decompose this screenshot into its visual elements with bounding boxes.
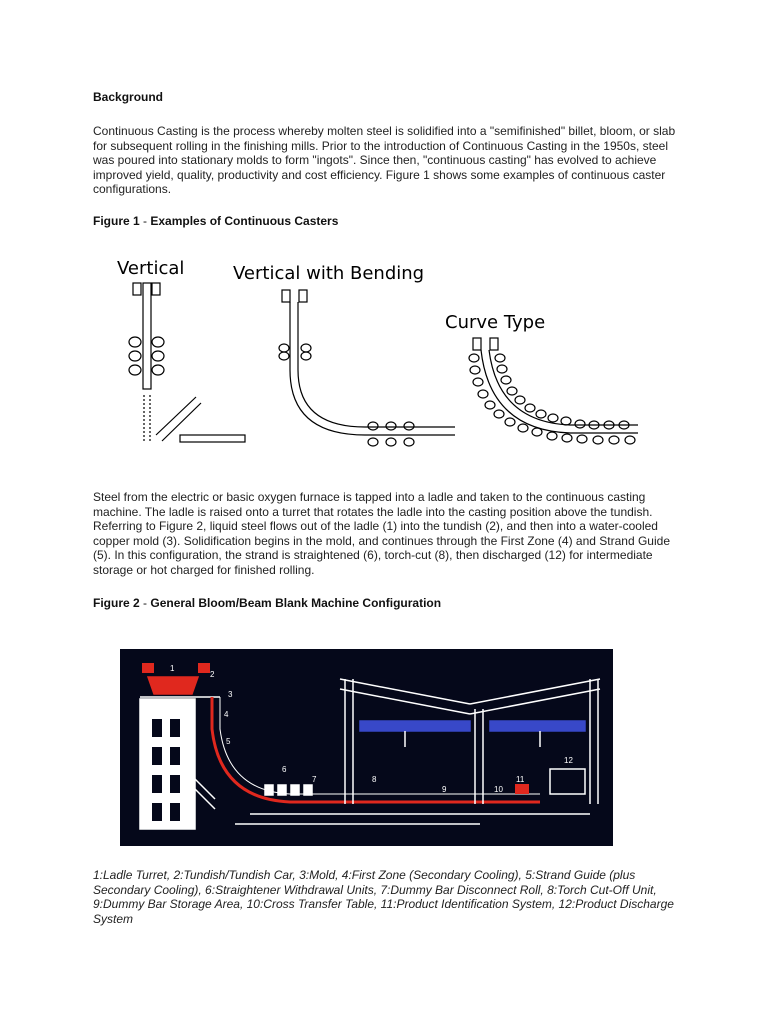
vertical-caster	[129, 283, 245, 442]
figure2-caption: 1:Ladle Turret, 2:Tundish/Tundish Car, 3:Mold, 4:First Zone (Secondary Cooling), 5:Strand Guide (plus Secondary Cooling), 6:Straightener Withdrawal Units, 7:Dummy Bar Disconnect Roll, 8:Torch Cut-Off Unit, 9:Dummy Bar Storage Area, 10:Cross Transfer Table, 11:Product Identification System, 12:Product Discharge System	[93, 868, 674, 926]
figure2-title-text: General Bloom/Beam Blank Machine Configuration	[150, 596, 442, 610]
figure1-title-dash: -	[139, 214, 151, 228]
fig2-number: 12	[564, 756, 573, 765]
fig2-number: 9	[442, 785, 447, 794]
fig2-number: 7	[312, 775, 317, 784]
label-vertical-bending: Vertical with Bending	[233, 263, 425, 284]
process-paragraph: Steel from the electric or basic oxygen furnace is tapped into a ladle and taken to the continuous casting machine. The ladle is raised onto a turret that rotates the ladle into the casting position above the tundish. Referring to Figure 2, liquid steel flows out of the ladle (1) into the tundish (2), and then into a water-cooled copper mold (3). Solidification begins in the mold, and continues through the First Zone (4) and Strand Guide (5). In this configuration, the strand is straightened (6), torch-cut (8), then discharged (12) for intermediate storage or hot charged for finished rolling.	[93, 490, 670, 577]
fig2-number: 5	[226, 737, 231, 746]
label-curve-type: Curve Type	[445, 312, 546, 333]
curve-type-caster	[469, 338, 638, 444]
figure2-diagram	[120, 649, 613, 846]
fig2-number: 6	[282, 765, 287, 774]
fig2-number: 3	[228, 690, 233, 699]
fig2-number: 10	[494, 785, 503, 794]
vertical-bending-caster	[279, 290, 455, 446]
fig2-number: 2	[210, 670, 215, 679]
figure2-title-dash: -	[139, 596, 151, 610]
background-heading: Background	[93, 90, 164, 104]
figure1-title-number: Figure 1	[93, 214, 140, 228]
fig2-number: 11	[516, 775, 525, 784]
figure1-diagram	[100, 250, 660, 460]
figure2-title-number: Figure 2	[93, 596, 140, 610]
figure1-title	[93, 214, 338, 228]
fig2-number: 8	[372, 775, 377, 784]
figure1-title-text: Examples of Continuous Casters	[150, 214, 339, 228]
label-vertical: Vertical	[117, 258, 185, 279]
figure2-title	[93, 596, 441, 610]
fig2-number: 4	[224, 710, 229, 719]
background-paragraph: Continuous Casting is the process whereby molten steel is solidified into a "semifinished" billet, bloom, or slab for subsequent rolling in the finishing mills. Prior to the introduction of Continuous Casting in the 1950s, steel was poured into stationary molds to form "ingots". Since then, "continuous casting" has evolved to achieve improved yield, quality, productivity and cost efficiency. Figure 1 shows some examples of continuous caster configurations.	[93, 124, 676, 197]
fig2-number: 1	[170, 664, 175, 673]
